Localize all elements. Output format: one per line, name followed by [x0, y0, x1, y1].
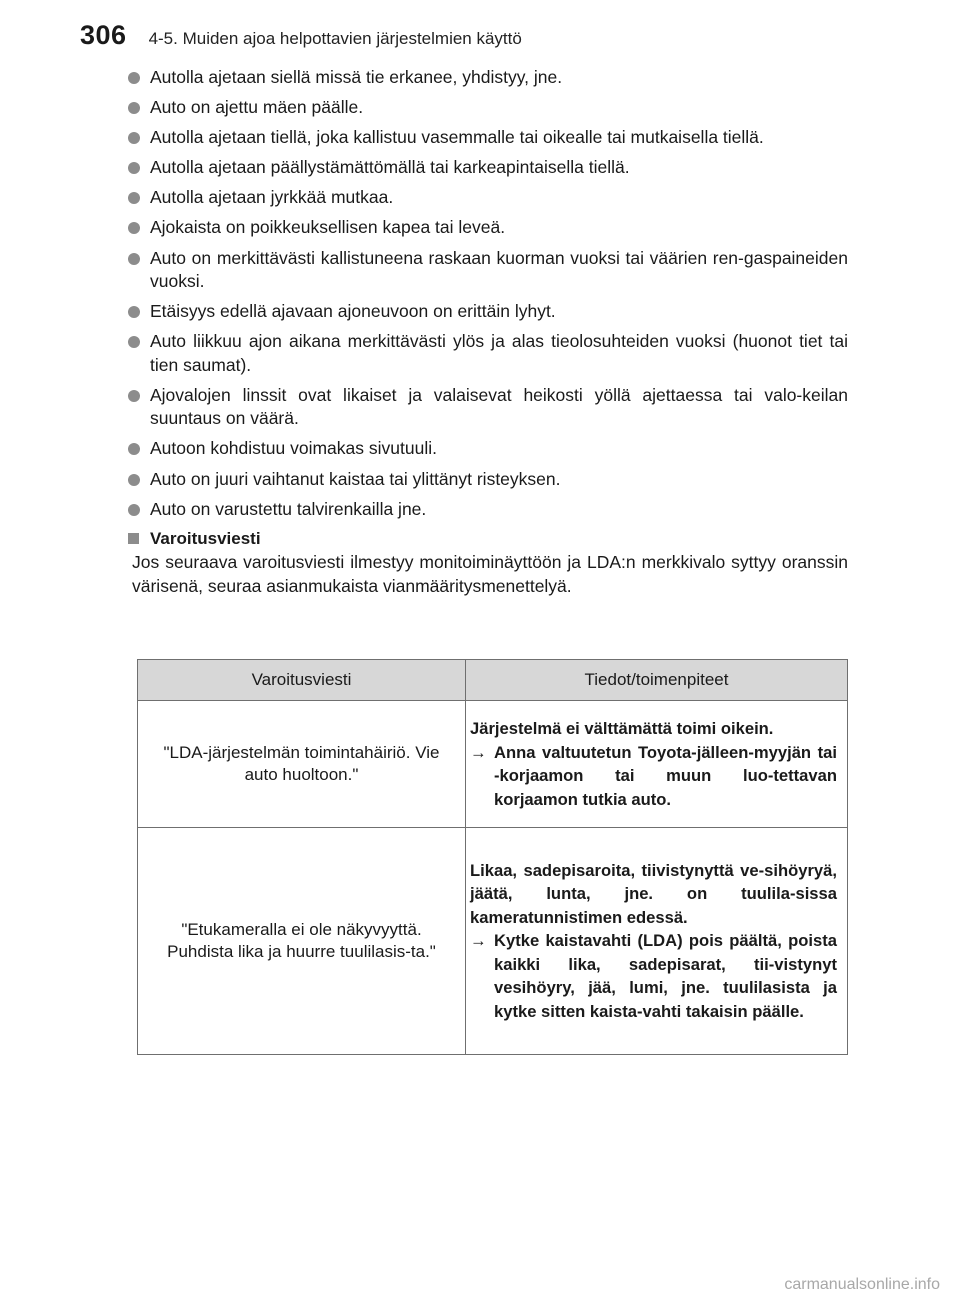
column-header-details: Tiedot/toimenpiteet	[466, 660, 848, 701]
section-title: 4-5. Muiden ajoa helpottavien järjestelmien käyttö	[148, 29, 522, 48]
bullet-icon	[128, 306, 140, 318]
bullet-icon	[128, 504, 140, 516]
list-item: Autoon kohdistuu voimakas sivutuuli.	[128, 437, 848, 461]
square-bullet-icon	[128, 533, 139, 544]
list-item: Autolla ajetaan jyrkkää mutkaa.	[128, 186, 848, 210]
warning-section-intro: Jos seuraava varoitusviesti ilmestyy monitoiminäyttöön ja LDA:n merkkivalo syttyy oranssin värisenä, seuraa asianmukaista vianmääritysmenettelyä.	[132, 551, 848, 596]
main-content	[128, 66, 848, 598]
list-item: Auto on juuri vaihtanut kaistaa tai ylittänyt risteyksen.	[128, 468, 848, 492]
watermark-logo: carmanualsonline.info	[784, 1276, 940, 1293]
bullet-icon	[128, 222, 140, 234]
bullet-icon	[128, 390, 140, 402]
details-cell	[466, 828, 848, 1055]
list-item: Autolla ajetaan tiellä, joka kallistuu vasemmalle tai oikealle tai mutkaisella tiellä.	[128, 126, 848, 150]
arrow-right-icon: →	[470, 931, 487, 951]
list-item: Auto on varustettu talvirenkailla jne.	[128, 498, 848, 522]
action-text: Anna valtuutetun Toyota-jälleen-myyjän tai -korjaamon tai muun luo-tettavan korjaamon tutkia auto.	[494, 742, 837, 809]
list-item: Auto liikkuu ajon aikana merkittävästi ylös ja alas tieolosuhteiden vuoksi (huonot tiet tai tien saumat).	[128, 330, 848, 377]
list-item: Ajokaista on poikkeuksellisen kapea tai leveä.	[128, 216, 848, 240]
condition-list	[128, 66, 848, 521]
arrow-right-icon: →	[470, 742, 487, 762]
bullet-icon	[128, 336, 140, 348]
list-item: Ajovalojen linssit ovat likaiset ja valaisevat heikosti yöllä ajettaessa tai valo-keilan suuntaus on väärä.	[128, 384, 848, 431]
bullet-icon	[128, 102, 140, 114]
list-item: Auto on ajettu mäen päälle.	[128, 96, 848, 120]
detail-text: Likaa, sadepisaroita, tiivistynyttä ve-sihöyryä, jäätä, lunta, jne. on tuulila-sissa kameratunnistimen edessä.	[470, 860, 837, 927]
warning-section-heading: Varoitusviesti	[128, 528, 848, 550]
list-item: Autolla ajetaan päällystämättömällä tai karkeapintaisella tiellä.	[128, 156, 848, 180]
details-cell	[466, 701, 848, 828]
warning-message-cell: "Etukameralla ei ole näkyvyyttä. Puhdista lika ja huurre tuulilasis-ta."	[138, 828, 466, 1055]
bullet-icon	[128, 72, 140, 84]
bullet-icon	[128, 162, 140, 174]
bullet-icon	[128, 443, 140, 455]
page-number: 306	[80, 20, 127, 50]
table-row	[138, 828, 848, 1055]
action-item	[470, 741, 837, 812]
bullet-icon	[128, 132, 140, 144]
bullet-icon	[128, 253, 140, 265]
page-header	[80, 20, 522, 60]
bullet-icon	[128, 192, 140, 204]
bullet-icon	[128, 474, 140, 486]
list-item: Etäisyys edellä ajavaan ajoneuvoon on erittäin lyhyt.	[128, 300, 848, 324]
column-header-message: Varoitusviesti	[138, 660, 466, 701]
action-text: Kytke kaistavahti (LDA) pois päältä, poista kaikki lika, sadepisarat, tii-vistynyt vesihöyry, jää, lumi, jne. tuulilasista ja kytke sitten kaista-vahti takaisin päälle.	[494, 931, 837, 1021]
warning-message-cell: "LDA-järjestelmän toimintahäiriö. Vie auto huoltoon."	[138, 701, 466, 828]
list-item: Auto on merkittävästi kallistuneena raskaan kuorman vuoksi tai väärien ren-gaspaineiden vuoksi.	[128, 247, 848, 294]
table-row	[138, 701, 848, 828]
table-header-row	[138, 660, 848, 701]
action-item	[470, 929, 837, 1023]
warning-table	[137, 659, 848, 1055]
detail-text: Järjestelmä ei välttämättä toimi oikein.	[470, 719, 774, 738]
list-item: Autolla ajetaan siellä missä tie erkanee, yhdistyy, jne.	[128, 66, 848, 90]
